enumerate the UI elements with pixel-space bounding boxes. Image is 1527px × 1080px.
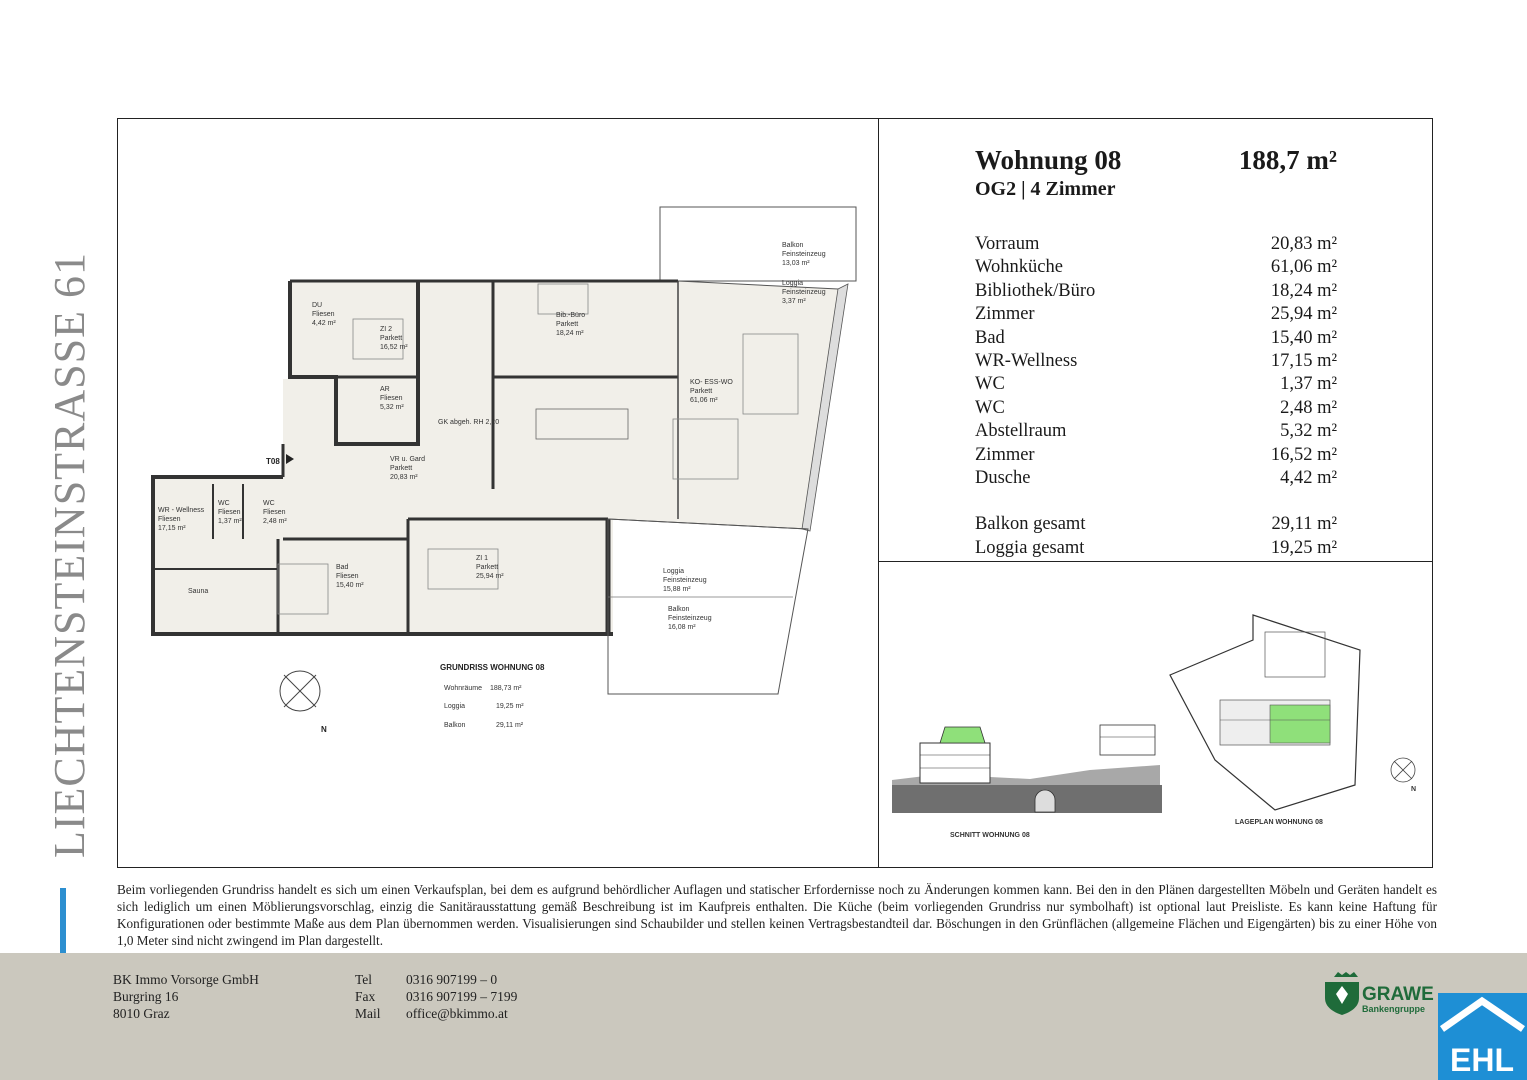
room-name: WC: [975, 374, 1005, 395]
room-area: 18,24 m²: [1270, 280, 1337, 301]
room-row: [975, 444, 1337, 467]
svg-text:Balkon: Balkon: [668, 606, 690, 613]
svg-text:Loggia: Loggia: [444, 703, 466, 710]
section-caption: SCHNITT WOHNUNG 08: [950, 832, 1030, 839]
svg-text:61,06 m²: 61,06 m²: [690, 397, 718, 404]
svg-text:29,11 m²: 29,11 m²: [496, 722, 524, 729]
svg-text:T08: T08: [266, 457, 280, 466]
svg-text:4,42 m²: 4,42 m²: [312, 320, 336, 327]
svg-text:Feinsteinzeug: Feinsteinzeug: [782, 251, 826, 258]
room-name: Wohnküche: [975, 257, 1063, 278]
apartment-info: [975, 145, 1337, 560]
svg-text:Parkett: Parkett: [556, 321, 579, 328]
svg-text:VR u. Gard: VR u. Gard: [390, 456, 426, 463]
svg-text:3,37 m²: 3,37 m²: [782, 298, 806, 305]
svg-text:Feinsteinzeug: Feinsteinzeug: [663, 577, 707, 584]
svg-text:17,15 m²: 17,15 m²: [158, 525, 186, 532]
svg-text:Feinsteinzeug: Feinsteinzeug: [668, 615, 712, 622]
room-area: 2,48 m²: [1280, 397, 1337, 418]
svg-text:Fliesen: Fliesen: [263, 509, 286, 516]
svg-text:19,25 m²: 19,25 m²: [496, 703, 524, 710]
svg-text:Fliesen: Fliesen: [158, 516, 181, 523]
room-row: [975, 397, 1337, 420]
svg-text:Parkett: Parkett: [690, 388, 713, 395]
disclaimer-text: Beim vorliegenden Grundriss handelt es sich um einen Verkaufsplan, bei dem es aufgrund behördlicher Auflagen und statischer Erfordernisse noch zu Änderungen kommen kann. Bei den in den Plänen dargestellten Möbeln und Geräten handelt es sich lediglich um einen Möblierungsvorschlag, einzig die Sanitärausstattung gemäß Beschreibung ist im Kaufpreis enthalten. Die Küche (beim vorliegenden Grundriss nur symbolhaft) ist optional laut Preisliste. Es kann keine Haftung für Konfigurationen oder bestimmte Maße aus dem Plan übernommen werden. Visualisierungen sind Schaubilder und stellen keinen Vertragsbestandteil dar. Böschungen in den Grünflächen (allgemeine Flächen und Eigengärten) bis zu einer Höhe von 1,0 Meter sind nicht zwingend im Plan dargestellt.: [117, 882, 1437, 948]
room-area: 61,06 m²: [1270, 257, 1337, 278]
svg-text:Bib.-Büro: Bib.-Büro: [556, 312, 586, 319]
fax-value: 0316 907199 – 7199: [406, 989, 518, 1004]
ehl-logo: [1438, 993, 1527, 1080]
svg-text:AR: AR: [380, 386, 390, 393]
section-drawing: [890, 715, 1165, 845]
svg-text:Loggia: Loggia: [663, 568, 685, 575]
room-name: Abstellraum: [975, 421, 1067, 442]
svg-text:Fliesen: Fliesen: [218, 509, 241, 516]
svg-text:16,52 m²: 16,52 m²: [380, 344, 408, 351]
room-list: [975, 233, 1337, 490]
room-area: 17,15 m²: [1270, 350, 1337, 371]
room-row: [975, 350, 1337, 373]
room-name: Bad: [975, 327, 1005, 348]
svg-text:Fliesen: Fliesen: [336, 573, 359, 580]
svg-text:Feinsteinzeug: Feinsteinzeug: [782, 289, 826, 296]
total-row: [975, 513, 1337, 536]
svg-text:Balkon: Balkon: [782, 242, 804, 249]
contact-labels: [355, 971, 381, 1022]
svg-text:Bad: Bad: [336, 564, 349, 571]
side-title: LIECHTENSTEINSTRASSE 61: [45, 252, 94, 858]
svg-text:GRUNDRISS WOHNUNG 08: GRUNDRISS WOHNUNG 08: [440, 663, 545, 672]
svg-text:Wohnräume: Wohnräume: [444, 685, 483, 692]
svg-text:Balkon: Balkon: [444, 722, 466, 729]
room-row: [975, 303, 1337, 326]
svg-text:ZI 1: ZI 1: [476, 555, 489, 562]
room-row: [975, 256, 1337, 279]
svg-text:N: N: [1411, 786, 1417, 793]
room-name: Zimmer: [975, 444, 1035, 465]
room-area: 25,94 m²: [1270, 304, 1337, 325]
svg-text:Loggia: Loggia: [782, 280, 804, 287]
svg-text:WR - Wellness: WR - Wellness: [158, 507, 205, 514]
svg-text:Parkett: Parkett: [390, 465, 413, 472]
contact-values: [406, 971, 517, 1022]
mail-value[interactable]: office@bkimmo.at: [406, 1006, 508, 1021]
room-area: 15,40 m²: [1270, 327, 1337, 348]
room-name: WC: [975, 397, 1005, 418]
room-name: Bibliothek/Büro: [975, 280, 1096, 301]
tel-label: Tel: [355, 972, 373, 987]
grawe-name: GRAWE: [1362, 984, 1434, 1005]
floorplan-drawing: [118, 119, 878, 867]
svg-text:16,08 m²: 16,08 m²: [668, 624, 696, 631]
svg-text:WC: WC: [218, 500, 230, 507]
svg-text:Parkett: Parkett: [380, 335, 403, 342]
company-street: Burgring 16: [113, 989, 179, 1004]
svg-text:13,03 m²: 13,03 m²: [782, 260, 810, 267]
room-row: [975, 327, 1337, 350]
grawe-logo: [1322, 968, 1442, 1016]
site-plan-drawing: [1165, 610, 1430, 850]
room-row: [975, 373, 1337, 396]
room-area: 20,83 m²: [1270, 234, 1337, 254]
room-area: 16,52 m²: [1270, 444, 1337, 465]
company-city: 8010 Graz: [113, 1006, 170, 1021]
svg-text:2,48 m²: 2,48 m²: [263, 518, 287, 525]
room-name: WR-Wellness: [975, 350, 1078, 371]
svg-text:18,24 m²: 18,24 m²: [556, 330, 584, 337]
svg-text:15,40 m²: 15,40 m²: [336, 582, 364, 589]
svg-text:1,37 m²: 1,37 m²: [218, 518, 242, 525]
apartment-area: 188,7 m²: [1238, 145, 1337, 175]
ehl-text: EHL: [1450, 1042, 1514, 1078]
svg-text:188,73 m²: 188,73 m²: [490, 685, 522, 692]
svg-text:KO- ESS-WO: KO- ESS-WO: [690, 379, 733, 386]
svg-text:GK abgeh. RH 2,20: GK abgeh. RH 2,20: [438, 419, 500, 426]
svg-text:N: N: [321, 725, 327, 734]
total-area: 19,25 m²: [1270, 537, 1337, 558]
grawe-sub: Bankengruppe: [1362, 1004, 1426, 1014]
svg-text:25,94 m²: 25,94 m²: [476, 573, 504, 580]
apartment-name: Wohnung 08: [975, 145, 1122, 175]
company-name: BK Immo Vorsorge GmbH: [113, 972, 259, 987]
svg-text:Fliesen: Fliesen: [312, 311, 335, 318]
frame-divider-horizontal: [878, 561, 1433, 562]
svg-text:ZI 2: ZI 2: [380, 326, 393, 333]
frame-divider-vertical: [878, 118, 879, 868]
svg-text:DU: DU: [312, 302, 323, 309]
svg-text:15,88 m²: 15,88 m²: [663, 586, 691, 593]
room-name: Zimmer: [975, 304, 1035, 325]
room-row: [975, 280, 1337, 303]
company-address: [113, 971, 259, 1022]
total-name: Balkon gesamt: [975, 514, 1086, 535]
room-area: 5,32 m²: [1280, 421, 1337, 442]
tel-value: 0316 907199 – 0: [406, 972, 498, 987]
room-name: Vorraum: [975, 234, 1040, 254]
svg-text:WC: WC: [263, 500, 275, 507]
site-caption: LAGEPLAN WOHNUNG 08: [1235, 819, 1323, 826]
room-row: [975, 467, 1337, 490]
totals-list: [975, 513, 1337, 560]
svg-text:20,83 m²: 20,83 m²: [390, 474, 418, 481]
total-area: 29,11 m²: [1271, 514, 1337, 535]
total-name: Loggia gesamt: [975, 537, 1085, 558]
fax-label: Fax: [355, 989, 376, 1004]
apartment-subtitle: OG2 | 4 Zimmer: [975, 178, 1116, 200]
room-row: [975, 420, 1337, 443]
svg-text:Sauna: Sauna: [188, 588, 209, 595]
mail-label: Mail: [355, 1006, 381, 1021]
svg-text:Parkett: Parkett: [476, 564, 499, 571]
total-row: [975, 537, 1337, 560]
svg-text:5,32 m²: 5,32 m²: [380, 404, 404, 411]
room-row: [975, 233, 1337, 256]
room-name: Dusche: [975, 467, 1031, 488]
room-area: 4,42 m²: [1280, 467, 1337, 488]
svg-text:Fliesen: Fliesen: [380, 395, 403, 402]
room-area: 1,37 m²: [1280, 374, 1337, 395]
